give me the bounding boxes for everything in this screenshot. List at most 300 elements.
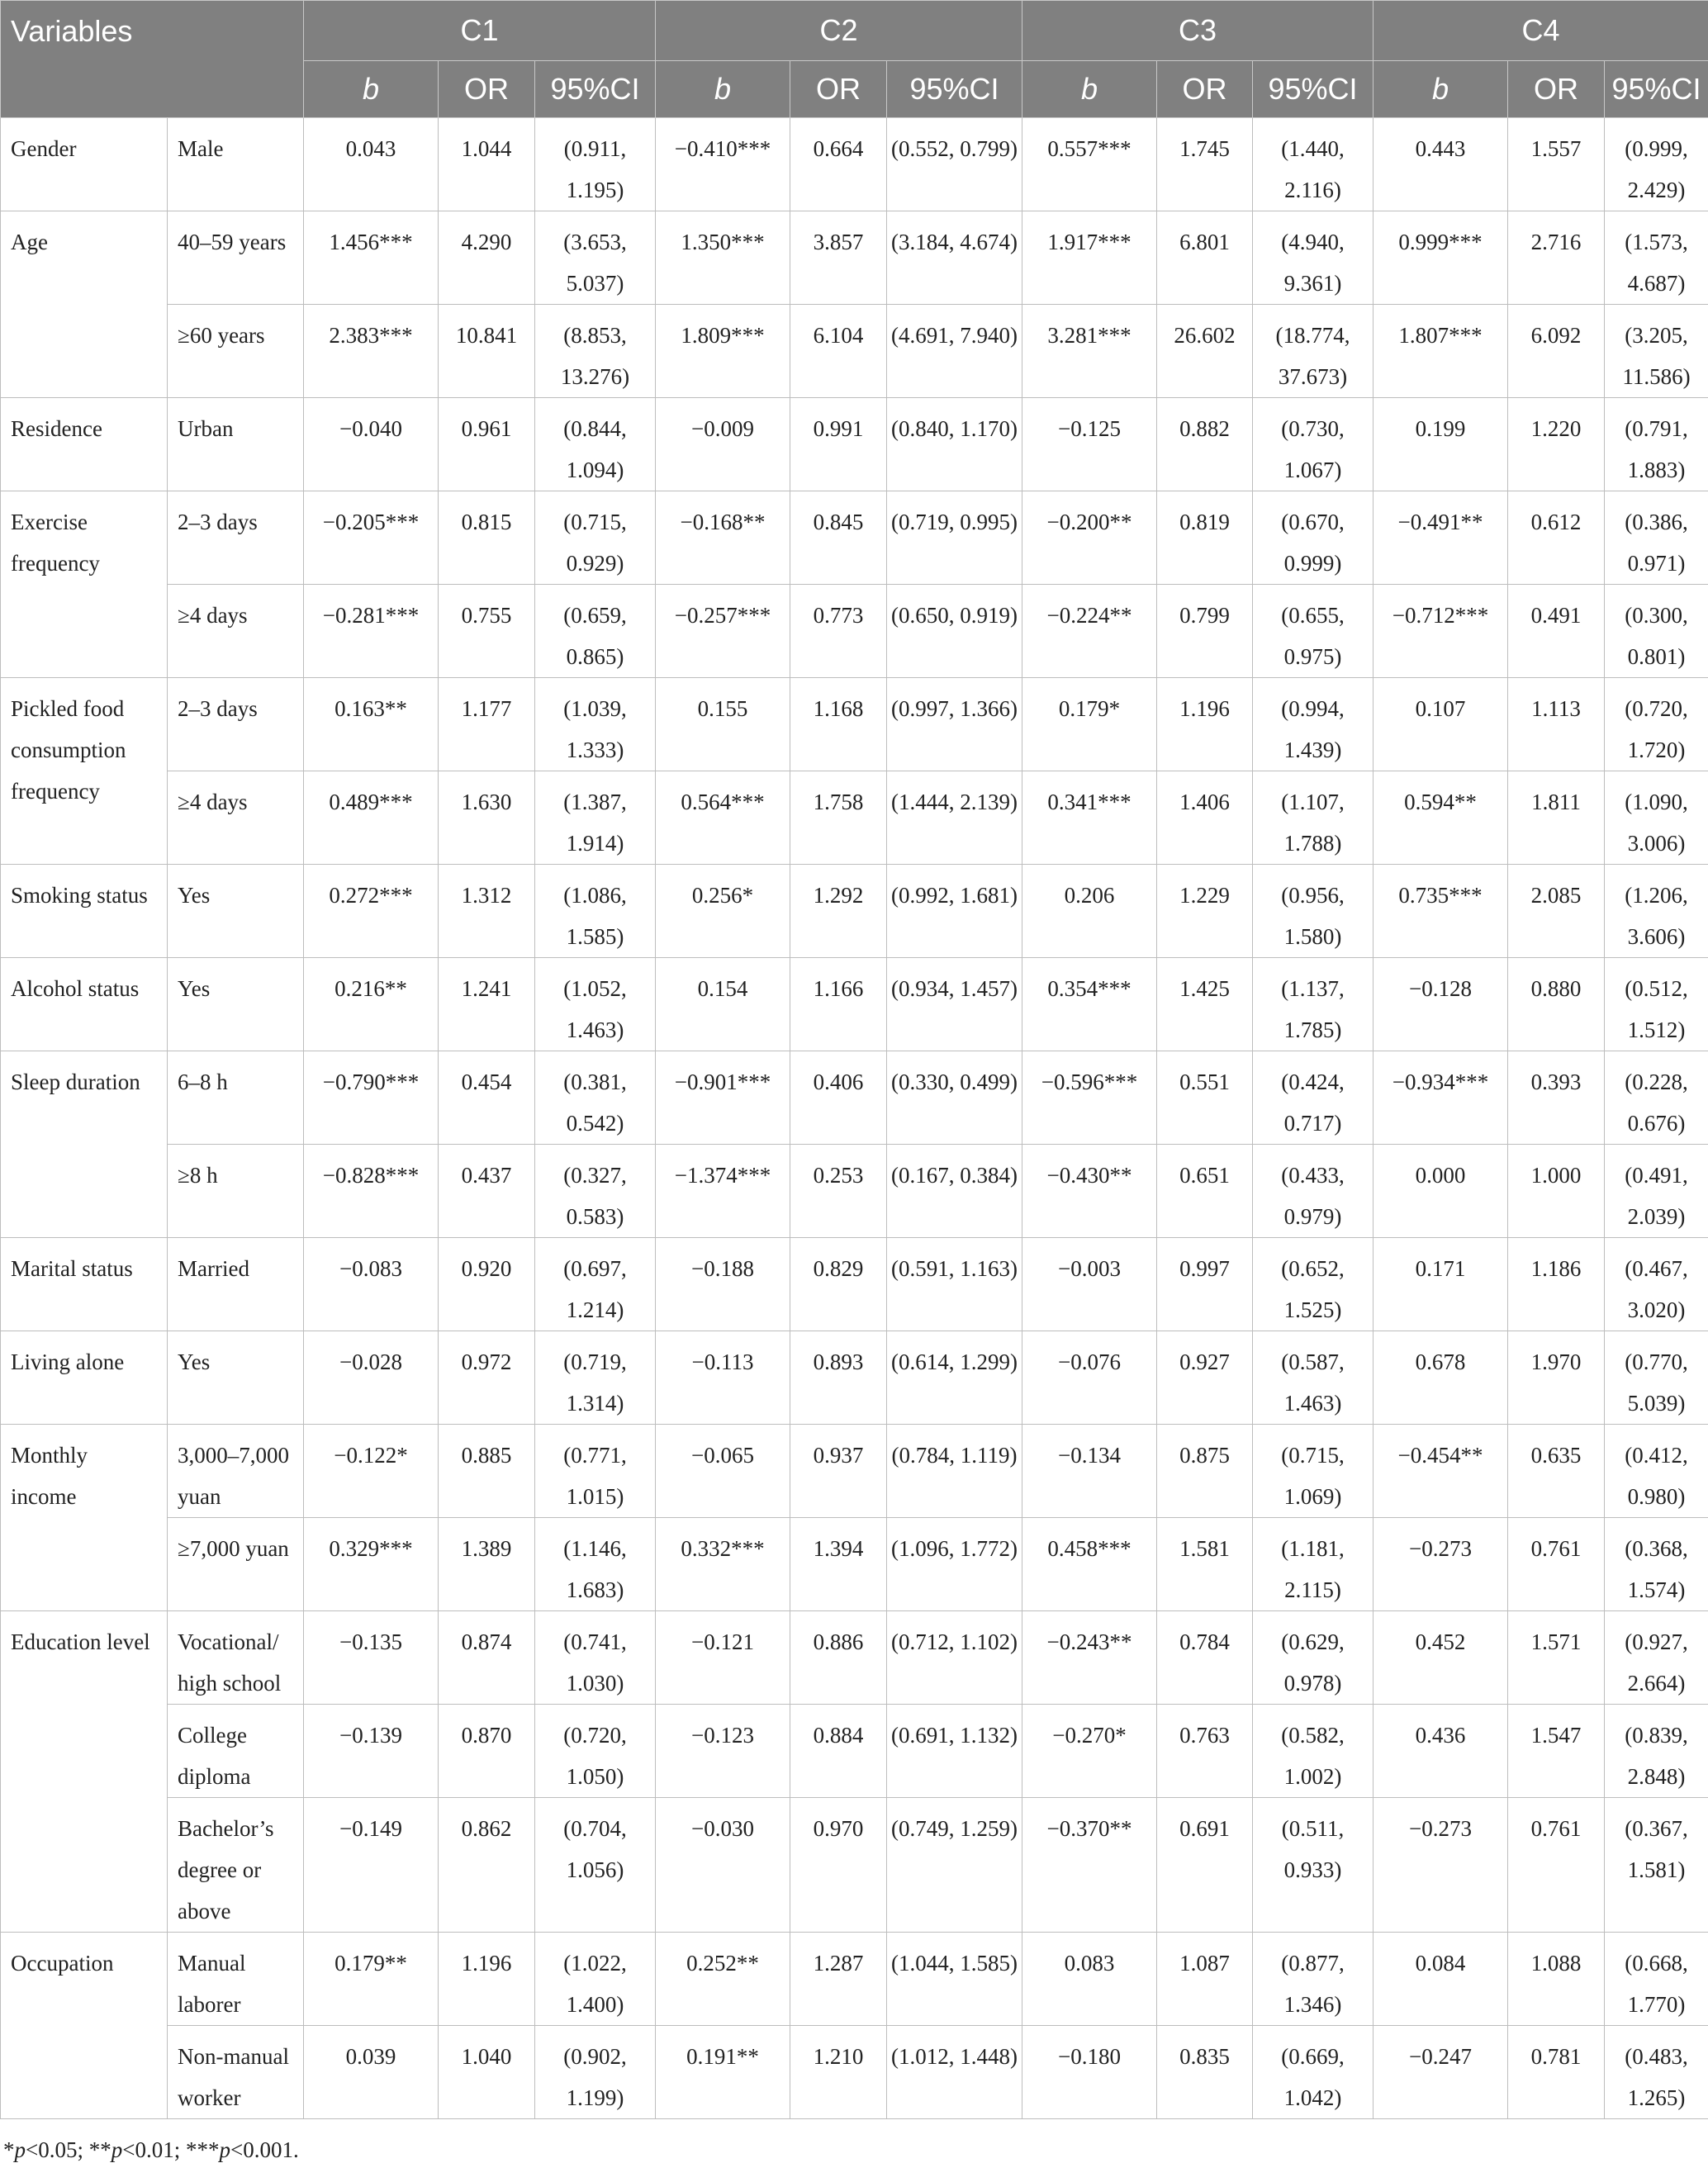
cell-c1-or: 1.312 (439, 865, 535, 958)
cell-c4-b: 0.594** (1374, 771, 1508, 865)
cell-c3-or: 1.425 (1157, 958, 1253, 1051)
cell-c2-ci: (4.691, 7.940) (887, 305, 1022, 398)
cell-c2-b: 0.252** (656, 1933, 790, 2026)
cell-c4-or: 0.880 (1508, 958, 1605, 1051)
cell-c2-b: −0.009 (656, 398, 790, 491)
variable-name: Marital status (1, 1238, 168, 1331)
cell-c4-or: 1.970 (1508, 1331, 1605, 1425)
variable-level: 3,000–7,000 yuan (168, 1425, 304, 1518)
cell-c2-ci: (0.840, 1.170) (887, 398, 1022, 491)
cell-c1-ci: (1.022, 1.400) (535, 1933, 656, 2026)
footnote (0, 2119, 1708, 2163)
cell-c2-or: 1.210 (790, 2026, 887, 2119)
cell-c4-or: 0.781 (1508, 2026, 1605, 2119)
variable-level: Yes (168, 958, 304, 1051)
cell-c1-b: 0.163** (304, 678, 439, 771)
cell-c3-ci: (1.440, 2.116) (1253, 118, 1374, 211)
cell-c3-ci: (0.956, 1.580) (1253, 865, 1374, 958)
cell-c4-or: 1.220 (1508, 398, 1605, 491)
cell-c2-or: 1.758 (790, 771, 887, 865)
cell-c3-or: 0.819 (1157, 491, 1253, 585)
cell-c1-or: 1.389 (439, 1518, 535, 1611)
cell-c4-or: 1.811 (1508, 771, 1605, 865)
table-row (1, 211, 1708, 305)
cell-c3-or: 0.551 (1157, 1051, 1253, 1145)
cell-c2-b: −0.030 (656, 1798, 790, 1933)
cell-c2-or: 0.664 (790, 118, 887, 211)
cell-c1-or: 0.454 (439, 1051, 535, 1145)
cell-c4-or: 1.186 (1508, 1238, 1605, 1331)
cell-c2-or: 0.253 (790, 1145, 887, 1238)
cell-c2-b: −0.188 (656, 1238, 790, 1331)
cell-c3-ci: (0.582, 1.002) (1253, 1705, 1374, 1798)
variable-name: Monthly income (1, 1425, 168, 1611)
table-row (1, 1425, 1708, 1518)
cell-c1-b: −0.040 (304, 398, 439, 491)
cell-c4-b: 0.084 (1374, 1933, 1508, 2026)
cell-c3-or: 0.763 (1157, 1705, 1253, 1798)
variable-name: Residence (1, 398, 168, 491)
cell-c4-b: 0.678 (1374, 1331, 1508, 1425)
cell-c1-or: 0.755 (439, 585, 535, 678)
footnote-p: p (219, 2137, 230, 2162)
cell-c4-b: −0.128 (1374, 958, 1508, 1051)
cell-c2-b: 0.256* (656, 865, 790, 958)
cell-c1-ci: (0.327, 0.583) (535, 1145, 656, 1238)
cell-c4-b: 1.807*** (1374, 305, 1508, 398)
cell-c4-ci: (0.512, 1.512) (1605, 958, 1708, 1051)
variable-name: Living alone (1, 1331, 168, 1425)
table-row (1, 491, 1708, 585)
variable-level: Urban (168, 398, 304, 491)
cell-c4-b: 0.452 (1374, 1611, 1508, 1705)
cell-c1-or: 0.437 (439, 1145, 535, 1238)
cell-c3-b: −0.003 (1022, 1238, 1157, 1331)
cell-c4-ci: (3.205, 11.586) (1605, 305, 1708, 398)
variable-level: ≥60 years (168, 305, 304, 398)
variable-level: ≥8 h (168, 1145, 304, 1238)
cell-c2-ci: (0.934, 1.457) (887, 958, 1022, 1051)
cell-c3-or: 1.745 (1157, 118, 1253, 211)
cell-c1-or: 4.290 (439, 211, 535, 305)
cell-c1-b: −0.083 (304, 1238, 439, 1331)
cell-c1-b: 0.179** (304, 1933, 439, 2026)
cell-c4-or: 6.092 (1508, 305, 1605, 398)
cell-c4-b: 0.999*** (1374, 211, 1508, 305)
cell-c2-or: 1.394 (790, 1518, 887, 1611)
cell-c1-ci: (0.659, 0.865) (535, 585, 656, 678)
cell-c4-ci: (0.367, 1.581) (1605, 1798, 1708, 1933)
subheader-b: b (304, 61, 439, 118)
cell-c2-ci: (0.784, 1.119) (887, 1425, 1022, 1518)
variable-level: 6–8 h (168, 1051, 304, 1145)
subheader-or: OR (439, 61, 535, 118)
cell-c2-b: −0.123 (656, 1705, 790, 1798)
cell-c4-ci: (0.999, 2.429) (1605, 118, 1708, 211)
cell-c4-or: 1.113 (1508, 678, 1605, 771)
cell-c2-or: 0.991 (790, 398, 887, 491)
subheader-ci: 95%CI (1253, 61, 1374, 118)
table-row (1, 1238, 1708, 1331)
cell-c4-ci: (0.228, 0.676) (1605, 1051, 1708, 1145)
cell-c4-b: −0.273 (1374, 1518, 1508, 1611)
variable-name: Education level (1, 1611, 168, 1933)
cell-c3-b: 0.354*** (1022, 958, 1157, 1051)
cell-c4-b: 0.735*** (1374, 865, 1508, 958)
cell-c1-or: 0.874 (439, 1611, 535, 1705)
group-header-c1: C1 (304, 1, 656, 61)
cell-c2-ci: (1.096, 1.772) (887, 1518, 1022, 1611)
variable-name: Occupation (1, 1933, 168, 2119)
cell-c4-or: 0.393 (1508, 1051, 1605, 1145)
cell-c1-or: 0.920 (439, 1238, 535, 1331)
cell-c4-or: 0.761 (1508, 1518, 1605, 1611)
cell-c3-ci: (1.181, 2.115) (1253, 1518, 1374, 1611)
table-row (1, 678, 1708, 771)
cell-c4-b: 0.107 (1374, 678, 1508, 771)
table-row (1, 1051, 1708, 1145)
cell-c1-or: 0.862 (439, 1798, 535, 1933)
cell-c4-or: 2.716 (1508, 211, 1605, 305)
cell-c1-b: −0.790*** (304, 1051, 439, 1145)
cell-c2-or: 0.886 (790, 1611, 887, 1705)
cell-c2-ci: (1.044, 1.585) (887, 1933, 1022, 2026)
cell-c1-b: −0.828*** (304, 1145, 439, 1238)
cell-c3-or: 26.602 (1157, 305, 1253, 398)
cell-c2-ci: (3.184, 4.674) (887, 211, 1022, 305)
cell-c3-b: 1.917*** (1022, 211, 1157, 305)
cell-c1-or: 10.841 (439, 305, 535, 398)
cell-c2-or: 1.168 (790, 678, 887, 771)
cell-c2-ci: (0.749, 1.259) (887, 1798, 1022, 1933)
variable-name: Pickled food consumption frequency (1, 678, 168, 865)
footnote-lead: * (3, 2137, 15, 2162)
subheader-ci: 95%CI (1605, 61, 1708, 118)
cell-c3-or: 0.927 (1157, 1331, 1253, 1425)
cell-c3-or: 1.196 (1157, 678, 1253, 771)
cell-c1-ci: (0.720, 1.050) (535, 1705, 656, 1798)
footnote-p: p (15, 2137, 26, 2162)
cell-c1-ci: (0.704, 1.056) (535, 1798, 656, 1933)
cell-c4-b: −0.454** (1374, 1425, 1508, 1518)
cell-c4-or: 1.000 (1508, 1145, 1605, 1238)
cell-c2-b: −0.168** (656, 491, 790, 585)
cell-c1-ci: (1.387, 1.914) (535, 771, 656, 865)
cell-c2-or: 0.829 (790, 1238, 887, 1331)
cell-c4-or: 1.557 (1508, 118, 1605, 211)
cell-c1-or: 1.196 (439, 1933, 535, 2026)
cell-c3-or: 0.875 (1157, 1425, 1253, 1518)
cell-c1-or: 1.630 (439, 771, 535, 865)
table-row (1, 958, 1708, 1051)
cell-c3-b: −0.076 (1022, 1331, 1157, 1425)
subheader-b: b (1374, 61, 1508, 118)
group-header-c2: C2 (656, 1, 1022, 61)
cell-c3-or: 6.801 (1157, 211, 1253, 305)
cell-c3-or: 0.882 (1157, 398, 1253, 491)
variable-name: Age (1, 211, 168, 398)
cell-c2-ci: (0.614, 1.299) (887, 1331, 1022, 1425)
cell-c2-b: 0.154 (656, 958, 790, 1051)
cell-c1-b: 0.039 (304, 2026, 439, 2119)
cell-c1-ci: (0.844, 1.094) (535, 398, 656, 491)
cell-c3-or: 0.799 (1157, 585, 1253, 678)
cell-c4-b: 0.443 (1374, 118, 1508, 211)
cell-c2-b: −0.113 (656, 1331, 790, 1425)
cell-c2-or: 1.166 (790, 958, 887, 1051)
subheader-ci: 95%CI (535, 61, 656, 118)
cell-c2-b: 1.809*** (656, 305, 790, 398)
cell-c2-b: −0.901*** (656, 1051, 790, 1145)
cell-c4-ci: (0.386, 0.971) (1605, 491, 1708, 585)
table-row (1, 1705, 1708, 1798)
cell-c3-ci: (0.670, 0.999) (1253, 491, 1374, 585)
cell-c1-b: 0.043 (304, 118, 439, 211)
cell-c4-b: 0.000 (1374, 1145, 1508, 1238)
variable-name: Gender (1, 118, 168, 211)
table-row (1, 771, 1708, 865)
cell-c4-b: −0.712*** (1374, 585, 1508, 678)
cell-c3-or: 1.087 (1157, 1933, 1253, 2026)
cell-c3-or: 0.835 (1157, 2026, 1253, 2119)
subheader-or: OR (790, 61, 887, 118)
cell-c2-b: −0.257*** (656, 585, 790, 678)
variable-level: 40–59 years (168, 211, 304, 305)
cell-c4-or: 0.612 (1508, 491, 1605, 585)
cell-c4-ci: (0.467, 3.020) (1605, 1238, 1708, 1331)
cell-c3-ci: (0.715, 1.069) (1253, 1425, 1374, 1518)
cell-c1-or: 0.885 (439, 1425, 535, 1518)
subheader-b: b (656, 61, 790, 118)
cell-c3-or: 1.406 (1157, 771, 1253, 865)
cell-c3-b: −0.134 (1022, 1425, 1157, 1518)
cell-c2-ci: (0.712, 1.102) (887, 1611, 1022, 1705)
variable-level: Bachelor’s degree or above (168, 1798, 304, 1933)
cell-c3-ci: (0.652, 1.525) (1253, 1238, 1374, 1331)
cell-c3-b: −0.430** (1022, 1145, 1157, 1238)
cell-c3-b: 0.557*** (1022, 118, 1157, 211)
variables-header: Variables (1, 1, 304, 118)
cell-c2-or: 0.845 (790, 491, 887, 585)
cell-c2-b: 0.191** (656, 2026, 790, 2119)
cell-c1-ci: (1.052, 1.463) (535, 958, 656, 1051)
cell-c1-ci: (8.853, 13.276) (535, 305, 656, 398)
cell-c3-b: 0.341*** (1022, 771, 1157, 865)
cell-c4-ci: (0.491, 2.039) (1605, 1145, 1708, 1238)
cell-c1-or: 1.177 (439, 678, 535, 771)
cell-c3-ci: (0.994, 1.439) (1253, 678, 1374, 771)
footnote-text: <0.001. (230, 2137, 299, 2162)
cell-c1-b: 0.216** (304, 958, 439, 1051)
cell-c2-or: 1.292 (790, 865, 887, 958)
cell-c1-or: 0.870 (439, 1705, 535, 1798)
variable-level: Yes (168, 1331, 304, 1425)
cell-c1-ci: (1.146, 1.683) (535, 1518, 656, 1611)
variable-level: College diploma (168, 1705, 304, 1798)
cell-c2-ci: (1.012, 1.448) (887, 2026, 1022, 2119)
cell-c1-b: 0.329*** (304, 1518, 439, 1611)
cell-c4-ci: (1.090, 3.006) (1605, 771, 1708, 865)
cell-c4-ci: (0.720, 1.720) (1605, 678, 1708, 771)
cell-c1-b: −0.028 (304, 1331, 439, 1425)
cell-c3-b: 0.179* (1022, 678, 1157, 771)
cell-c3-ci: (1.137, 1.785) (1253, 958, 1374, 1051)
table-row (1, 865, 1708, 958)
cell-c2-or: 0.406 (790, 1051, 887, 1145)
cell-c3-or: 0.997 (1157, 1238, 1253, 1331)
cell-c4-b: 0.171 (1374, 1238, 1508, 1331)
footnote-text: <0.05; ** (26, 2137, 111, 2162)
variable-level: Male (168, 118, 304, 211)
cell-c2-or: 0.893 (790, 1331, 887, 1425)
cell-c3-ci: (0.424, 0.717) (1253, 1051, 1374, 1145)
cell-c3-ci: (4.940, 9.361) (1253, 211, 1374, 305)
cell-c2-or: 0.773 (790, 585, 887, 678)
cell-c4-ci: (0.770, 5.039) (1605, 1331, 1708, 1425)
cell-c1-ci: (3.653, 5.037) (535, 211, 656, 305)
cell-c4-or: 0.491 (1508, 585, 1605, 678)
cell-c2-b: 1.350*** (656, 211, 790, 305)
table-body (1, 118, 1708, 2119)
cell-c1-b: −0.205*** (304, 491, 439, 585)
cell-c4-ci: (0.791, 1.883) (1605, 398, 1708, 491)
cell-c1-ci: (0.719, 1.314) (535, 1331, 656, 1425)
cell-c3-b: −0.270* (1022, 1705, 1157, 1798)
cell-c4-ci: (0.927, 2.664) (1605, 1611, 1708, 1705)
cell-c1-ci: (0.902, 1.199) (535, 2026, 656, 2119)
cell-c2-b: 0.332*** (656, 1518, 790, 1611)
cell-c3-b: −0.243** (1022, 1611, 1157, 1705)
cell-c4-or: 2.085 (1508, 865, 1605, 958)
cell-c3-ci: (0.511, 0.933) (1253, 1798, 1374, 1933)
table-row (1, 1518, 1708, 1611)
cell-c3-b: −0.224** (1022, 585, 1157, 678)
cell-c2-ci: (0.992, 1.681) (887, 865, 1022, 958)
cell-c4-b: 0.436 (1374, 1705, 1508, 1798)
variable-name: Smoking status (1, 865, 168, 958)
cell-c3-or: 0.691 (1157, 1798, 1253, 1933)
table-row (1, 118, 1708, 211)
cell-c1-or: 1.241 (439, 958, 535, 1051)
cell-c4-or: 1.571 (1508, 1611, 1605, 1705)
variable-name: Sleep duration (1, 1051, 168, 1238)
cell-c3-b: 3.281*** (1022, 305, 1157, 398)
table-row (1, 1331, 1708, 1425)
cell-c4-or: 0.761 (1508, 1798, 1605, 1933)
cell-c1-b: −0.122* (304, 1425, 439, 1518)
cell-c1-or: 0.961 (439, 398, 535, 491)
cell-c3-ci: (0.730, 1.067) (1253, 398, 1374, 491)
cell-c2-or: 0.937 (790, 1425, 887, 1518)
cell-c3-b: 0.206 (1022, 865, 1157, 958)
cell-c1-or: 1.040 (439, 2026, 535, 2119)
cell-c1-b: −0.281*** (304, 585, 439, 678)
footnote-text: <0.01; *** (122, 2137, 219, 2162)
cell-c1-ci: (0.697, 1.214) (535, 1238, 656, 1331)
cell-c3-b: 0.458*** (1022, 1518, 1157, 1611)
cell-c3-b: −0.125 (1022, 398, 1157, 491)
cell-c4-b: −0.491** (1374, 491, 1508, 585)
variable-level: 2–3 days (168, 678, 304, 771)
group-header-c4: C4 (1374, 1, 1708, 61)
cell-c1-b: 1.456*** (304, 211, 439, 305)
cell-c4-ci: (0.668, 1.770) (1605, 1933, 1708, 2026)
variable-level: ≥4 days (168, 585, 304, 678)
variable-level: Manual laborer (168, 1933, 304, 2026)
variable-level: 2–3 days (168, 491, 304, 585)
table-row (1, 585, 1708, 678)
cell-c2-ci: (0.650, 0.919) (887, 585, 1022, 678)
cell-c4-ci: (1.206, 3.606) (1605, 865, 1708, 958)
cell-c3-ci: (18.774, 37.673) (1253, 305, 1374, 398)
cell-c2-ci: (0.691, 1.132) (887, 1705, 1022, 1798)
cell-c3-or: 0.651 (1157, 1145, 1253, 1238)
cell-c4-or: 1.547 (1508, 1705, 1605, 1798)
cell-c4-or: 1.088 (1508, 1933, 1605, 2026)
table-row (1, 398, 1708, 491)
cell-c3-ci: (0.877, 1.346) (1253, 1933, 1374, 2026)
cell-c3-b: −0.370** (1022, 1798, 1157, 1933)
cell-c4-ci: (0.839, 2.848) (1605, 1705, 1708, 1798)
cell-c3-b: −0.180 (1022, 2026, 1157, 2119)
subheader-or: OR (1508, 61, 1605, 118)
cell-c2-b: −0.121 (656, 1611, 790, 1705)
cell-c1-b: 0.272*** (304, 865, 439, 958)
cell-c1-ci: (1.086, 1.585) (535, 865, 656, 958)
cell-c3-b: −0.200** (1022, 491, 1157, 585)
cell-c2-or: 1.287 (790, 1933, 887, 2026)
cell-c2-or: 6.104 (790, 305, 887, 398)
cell-c2-b: 0.155 (656, 678, 790, 771)
variable-level: ≥7,000 yuan (168, 1518, 304, 1611)
variable-level: Married (168, 1238, 304, 1331)
cell-c1-b: −0.149 (304, 1798, 439, 1933)
cell-c3-or: 1.581 (1157, 1518, 1253, 1611)
cell-c2-b: −0.410*** (656, 118, 790, 211)
cell-c4-b: −0.273 (1374, 1798, 1508, 1933)
cell-c4-ci: (1.573, 4.687) (1605, 211, 1708, 305)
cell-c1-b: −0.135 (304, 1611, 439, 1705)
table-row (1, 1611, 1708, 1705)
variable-name: Exercise frequency (1, 491, 168, 678)
cell-c1-or: 0.815 (439, 491, 535, 585)
subheader-or: OR (1157, 61, 1253, 118)
cell-c3-or: 0.784 (1157, 1611, 1253, 1705)
subheader-ci: 95%CI (887, 61, 1022, 118)
subheader-b: b (1022, 61, 1157, 118)
cell-c2-ci: (0.330, 0.499) (887, 1051, 1022, 1145)
variable-level: Non-manual worker (168, 2026, 304, 2119)
cell-c4-b: 0.199 (1374, 398, 1508, 491)
cell-c1-b: 2.383*** (304, 305, 439, 398)
variable-name: Alcohol status (1, 958, 168, 1051)
cell-c3-b: 0.083 (1022, 1933, 1157, 2026)
variable-level: Vocational/ high school (168, 1611, 304, 1705)
table-row (1, 305, 1708, 398)
table-row (1, 2026, 1708, 2119)
cell-c1-or: 1.044 (439, 118, 535, 211)
cell-c4-b: −0.934*** (1374, 1051, 1508, 1145)
cell-c2-b: −1.374*** (656, 1145, 790, 1238)
cell-c1-ci: (0.715, 0.929) (535, 491, 656, 585)
cell-c2-ci: (0.167, 0.384) (887, 1145, 1022, 1238)
cell-c3-ci: (0.669, 1.042) (1253, 2026, 1374, 2119)
cell-c2-ci: (0.591, 1.163) (887, 1238, 1022, 1331)
table-row (1, 1798, 1708, 1933)
cell-c4-ci: (0.300, 0.801) (1605, 585, 1708, 678)
cell-c2-or: 0.884 (790, 1705, 887, 1798)
cell-c1-ci: (0.741, 1.030) (535, 1611, 656, 1705)
